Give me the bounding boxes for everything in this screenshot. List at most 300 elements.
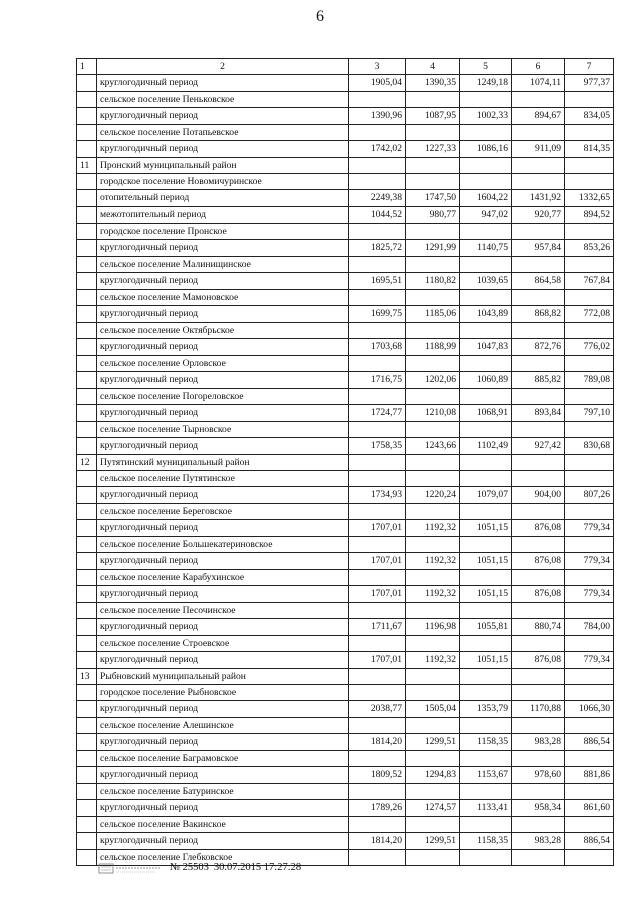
- tariff-value-cell: 1814,20: [349, 734, 406, 751]
- tariff-value-cell: 885,82: [512, 372, 565, 389]
- row-number-cell: [77, 389, 97, 405]
- tariff-value-cell: 1332,65: [565, 190, 614, 207]
- tariff-value-cell: [406, 751, 460, 767]
- tariff-value-cell: [460, 174, 512, 190]
- row-label-cell: сельское поселение Береговское: [97, 504, 349, 520]
- table-row: [77, 389, 614, 405]
- table-row: [77, 669, 614, 685]
- tariff-value-cell: 1814,20: [349, 833, 406, 850]
- document-registration-number: № 25503: [170, 861, 209, 873]
- row-number-cell: [77, 438, 97, 455]
- tariff-value-cell: [460, 537, 512, 553]
- header-cell: 1: [77, 59, 97, 75]
- tariff-value-cell: [460, 389, 512, 405]
- tariff-value-cell: 1353,79: [460, 701, 512, 718]
- tariff-value-cell: [460, 125, 512, 141]
- row-label-cell: сельское поселение Путятинское: [97, 471, 349, 487]
- tariff-value-cell: [565, 850, 614, 866]
- tariff-value-cell: 1196,98: [406, 619, 460, 636]
- tariff-value-cell: [406, 356, 460, 372]
- tariff-value-cell: 1742,02: [349, 141, 406, 158]
- tariff-value-cell: [565, 257, 614, 273]
- tariff-value-cell: 894,52: [565, 207, 614, 224]
- row-number-cell: [77, 207, 97, 224]
- row-label-cell: городское поселение Рыбновское: [97, 685, 349, 701]
- row-label-cell: круглогодичный период: [97, 701, 349, 718]
- tariff-value-cell: [349, 537, 406, 553]
- tariff-value-cell: 853,26: [565, 240, 614, 257]
- tariff-value-cell: [406, 471, 460, 487]
- tariff-value-cell: [512, 685, 565, 701]
- tariff-value-cell: 1047,83: [460, 339, 512, 356]
- tariff-value-cell: 881,86: [565, 767, 614, 784]
- tariff-value-cell: 1390,35: [406, 75, 460, 92]
- tariff-value-cell: [512, 570, 565, 586]
- tariff-value-cell: 1087,95: [406, 108, 460, 125]
- row-label-cell: круглогодичный период: [97, 141, 349, 158]
- tariff-value-cell: [460, 603, 512, 619]
- row-number-cell: [77, 800, 97, 817]
- table-row: [77, 141, 614, 158]
- row-label-cell: круглогодичный период: [97, 652, 349, 669]
- row-label-cell: круглогодичный период: [97, 306, 349, 323]
- row-number-cell: [77, 141, 97, 158]
- tariff-value-cell: [512, 784, 565, 800]
- row-label-cell: сельское поселение Батуринское: [97, 784, 349, 800]
- row-number-cell: [77, 718, 97, 734]
- tariff-value-cell: 1724,77: [349, 405, 406, 422]
- tariff-value-cell: [565, 323, 614, 339]
- tariff-value-cell: [349, 92, 406, 108]
- table-row: [77, 784, 614, 800]
- row-label-cell: сельское поселение Октябрьское: [97, 323, 349, 339]
- row-label-cell: сельское поселение Баграмовское: [97, 751, 349, 767]
- row-label-cell: круглогодичный период: [97, 372, 349, 389]
- row-number-cell: [77, 603, 97, 619]
- row-label-cell: сельское поселение Песочинское: [97, 603, 349, 619]
- row-label-cell: сельское поселение Карабухинское: [97, 570, 349, 586]
- tariff-value-cell: [349, 504, 406, 520]
- table-row: [77, 257, 614, 273]
- row-number-cell: [77, 767, 97, 784]
- tariff-value-cell: 1133,41: [460, 800, 512, 817]
- tariff-value-cell: [512, 92, 565, 108]
- row-label-cell: круглогодичный период: [97, 487, 349, 504]
- tariff-value-cell: 920,77: [512, 207, 565, 224]
- tariff-value-cell: [460, 504, 512, 520]
- table-row: [77, 487, 614, 504]
- page-number: 6: [316, 8, 324, 25]
- row-label-cell: круглогодичный период: [97, 75, 349, 92]
- tariff-value-cell: 978,60: [512, 767, 565, 784]
- table-row: [77, 339, 614, 356]
- row-label-cell: круглогодичный период: [97, 800, 349, 817]
- tariff-value-cell: [565, 174, 614, 190]
- tariff-value-cell: [349, 471, 406, 487]
- row-number-cell: [77, 75, 97, 92]
- row-label-cell: сельское поселение Алешинское: [97, 718, 349, 734]
- tariff-value-cell: [349, 174, 406, 190]
- row-number-cell: [77, 224, 97, 240]
- tariff-value-cell: 797,10: [565, 405, 614, 422]
- row-label-cell: сельское поселение Погореловское: [97, 389, 349, 405]
- tariff-value-cell: 1051,15: [460, 586, 512, 603]
- row-number-cell: [77, 784, 97, 800]
- header-cell: 4: [406, 59, 460, 75]
- table-row: [77, 290, 614, 306]
- row-number-cell: [77, 619, 97, 636]
- tariff-value-cell: 876,08: [512, 652, 565, 669]
- tariff-value-cell: [406, 257, 460, 273]
- tariff-value-cell: [406, 850, 460, 866]
- tariff-value-cell: [406, 636, 460, 652]
- tariff-value-cell: 1158,35: [460, 833, 512, 850]
- tariff-value-cell: [349, 290, 406, 306]
- tariff-value-cell: 1220,24: [406, 487, 460, 504]
- tariff-value-cell: [349, 784, 406, 800]
- table-row: [77, 833, 614, 850]
- tariff-value-cell: 980,77: [406, 207, 460, 224]
- tariff-value-cell: 1294,83: [406, 767, 460, 784]
- tariff-value-cell: 893,84: [512, 405, 565, 422]
- row-number-cell: [77, 586, 97, 603]
- table-row: [77, 224, 614, 240]
- tariff-value-cell: 1789,26: [349, 800, 406, 817]
- row-number-cell: [77, 190, 97, 207]
- row-number-cell: 12: [77, 455, 97, 471]
- tariff-value-cell: 1604,22: [460, 190, 512, 207]
- tariff-value-cell: 1249,18: [460, 75, 512, 92]
- tariff-value-cell: 1227,33: [406, 141, 460, 158]
- row-label-cell: отопительный период: [97, 190, 349, 207]
- tariff-value-cell: [349, 685, 406, 701]
- table-row: [77, 685, 614, 701]
- table-row: [77, 174, 614, 190]
- tariff-value-cell: 1707,01: [349, 586, 406, 603]
- tariff-value-cell: 772,08: [565, 306, 614, 323]
- row-label-cell: круглогодичный период: [97, 405, 349, 422]
- tariff-value-cell: [565, 784, 614, 800]
- tariff-value-cell: [349, 422, 406, 438]
- row-label-cell: круглогодичный период: [97, 619, 349, 636]
- tariff-value-cell: [406, 537, 460, 553]
- tariff-value-cell: 1825,72: [349, 240, 406, 257]
- tariff-value-cell: 1044,52: [349, 207, 406, 224]
- tariff-value-cell: 1905,04: [349, 75, 406, 92]
- tariff-value-cell: [565, 455, 614, 471]
- row-number-cell: [77, 290, 97, 306]
- tariff-value-cell: [512, 290, 565, 306]
- row-number-cell: [77, 833, 97, 850]
- tariff-value-cell: 779,34: [565, 652, 614, 669]
- table-row: [77, 619, 614, 636]
- tariff-value-cell: [460, 356, 512, 372]
- tariff-value-cell: [406, 685, 460, 701]
- tariff-value-cell: [460, 636, 512, 652]
- row-label-cell: Путятинский муниципальный район: [97, 455, 349, 471]
- tariff-value-cell: 1192,32: [406, 652, 460, 669]
- tariff-value-cell: [349, 718, 406, 734]
- table-row: [77, 751, 614, 767]
- tariff-value-cell: [565, 471, 614, 487]
- tariff-value-cell: [512, 603, 565, 619]
- row-number-cell: [77, 751, 97, 767]
- tariff-value-cell: [512, 224, 565, 240]
- tariff-value-cell: [460, 455, 512, 471]
- tariff-value-cell: [565, 570, 614, 586]
- row-label-cell: сельское поселение Мамоновское: [97, 290, 349, 306]
- tariff-value-cell: [565, 718, 614, 734]
- tariff-value-cell: [406, 224, 460, 240]
- row-number-cell: [77, 850, 97, 866]
- tariff-value-cell: [565, 356, 614, 372]
- tariff-value-cell: 880,74: [512, 619, 565, 636]
- tariff-value-cell: [460, 784, 512, 800]
- tariff-value-cell: 911,09: [512, 141, 565, 158]
- tariff-value-cell: 779,34: [565, 553, 614, 570]
- tariff-value-cell: [512, 158, 565, 174]
- tariff-value-cell: 779,34: [565, 586, 614, 603]
- tariff-value-cell: [349, 850, 406, 866]
- tariff-value-cell: 1711,67: [349, 619, 406, 636]
- tariff-value-cell: [512, 718, 565, 734]
- tariff-value-cell: 779,34: [565, 520, 614, 537]
- tariff-value-cell: 1716,75: [349, 372, 406, 389]
- tariff-value-cell: [565, 817, 614, 833]
- tariff-value-cell: [460, 158, 512, 174]
- tariff-value-cell: [349, 158, 406, 174]
- tariff-value-cell: [565, 685, 614, 701]
- tariff-value-cell: [565, 92, 614, 108]
- tariff-value-cell: [406, 290, 460, 306]
- tariff-value-cell: 1079,07: [460, 487, 512, 504]
- row-number-cell: [77, 125, 97, 141]
- table-row: [77, 701, 614, 718]
- row-number-cell: [77, 701, 97, 718]
- tariff-value-cell: [565, 389, 614, 405]
- tariff-value-cell: 830,68: [565, 438, 614, 455]
- tariff-value-cell: [349, 817, 406, 833]
- tariff-value-cell: 1140,75: [460, 240, 512, 257]
- tariff-table: [76, 58, 614, 866]
- tariff-value-cell: 1299,51: [406, 734, 460, 751]
- tariff-value-cell: [565, 224, 614, 240]
- tariff-value-cell: [349, 455, 406, 471]
- table-row: [77, 767, 614, 784]
- tariff-value-cell: [512, 257, 565, 273]
- row-number-cell: [77, 422, 97, 438]
- tariff-value-cell: [406, 422, 460, 438]
- tariff-value-cell: 876,08: [512, 586, 565, 603]
- tariff-value-cell: 1068,91: [460, 405, 512, 422]
- table-row: [77, 455, 614, 471]
- tariff-value-cell: 983,28: [512, 833, 565, 850]
- tariff-value-cell: [565, 751, 614, 767]
- tariff-value-cell: [512, 669, 565, 685]
- tariff-value-cell: 1695,51: [349, 273, 406, 290]
- table-row: [77, 553, 614, 570]
- tariff-value-cell: [565, 290, 614, 306]
- tariff-value-cell: 886,54: [565, 734, 614, 751]
- tariff-value-cell: 1158,35: [460, 734, 512, 751]
- row-label-cell: сельское поселение Потапьевское: [97, 125, 349, 141]
- tariff-value-cell: 1051,15: [460, 553, 512, 570]
- tariff-value-cell: [406, 817, 460, 833]
- tariff-value-cell: [406, 784, 460, 800]
- header-cell: 7: [565, 59, 614, 75]
- row-label-cell: сельское поселение Малинищинское: [97, 257, 349, 273]
- row-label-cell: круглогодичный период: [97, 273, 349, 290]
- header-cell: 2: [97, 59, 349, 75]
- tariff-value-cell: 814,35: [565, 141, 614, 158]
- header-cell: 6: [512, 59, 565, 75]
- row-number-cell: [77, 487, 97, 504]
- row-number-cell: [77, 817, 97, 833]
- table-row: [77, 190, 614, 207]
- tariff-value-cell: [460, 224, 512, 240]
- tariff-value-cell: 1192,32: [406, 553, 460, 570]
- tariff-value-cell: 1291,99: [406, 240, 460, 257]
- row-label-cell: городское поселение Новомичуринское: [97, 174, 349, 190]
- table-row: [77, 323, 614, 339]
- row-number-cell: [77, 734, 97, 751]
- row-number-cell: [77, 306, 97, 323]
- row-number-cell: 13: [77, 669, 97, 685]
- tariff-value-cell: 1707,01: [349, 553, 406, 570]
- tariff-value-cell: [460, 323, 512, 339]
- tariff-value-cell: 1747,50: [406, 190, 460, 207]
- registration-footer: [98, 856, 301, 878]
- tariff-value-cell: [349, 224, 406, 240]
- row-number-cell: 11: [77, 158, 97, 174]
- tariff-value-cell: 1734,93: [349, 487, 406, 504]
- tariff-value-cell: [406, 389, 460, 405]
- tariff-value-cell: [512, 455, 565, 471]
- tariff-value-cell: [349, 125, 406, 141]
- tariff-value-cell: [460, 422, 512, 438]
- row-number-cell: [77, 685, 97, 701]
- tariff-value-cell: 983,28: [512, 734, 565, 751]
- table-row: [77, 422, 614, 438]
- table-row: [77, 471, 614, 487]
- tariff-value-cell: 927,42: [512, 438, 565, 455]
- row-label-cell: Рыбновский муниципальный район: [97, 669, 349, 685]
- tariff-value-cell: 958,34: [512, 800, 565, 817]
- row-label-cell: сельское поселение Пеньковское: [97, 92, 349, 108]
- tariff-value-cell: 776,02: [565, 339, 614, 356]
- tariff-value-cell: [565, 422, 614, 438]
- tariff-value-cell: 1066,30: [565, 701, 614, 718]
- tariff-value-cell: 1102,49: [460, 438, 512, 455]
- tariff-value-cell: 1051,15: [460, 652, 512, 669]
- table-row: [77, 273, 614, 290]
- table-row: [77, 240, 614, 257]
- tariff-value-cell: 1699,75: [349, 306, 406, 323]
- row-number-cell: [77, 553, 97, 570]
- table-row: [77, 356, 614, 372]
- tariff-value-cell: [460, 669, 512, 685]
- table-row: [77, 570, 614, 586]
- tariff-value-cell: 1051,15: [460, 520, 512, 537]
- row-label-cell: круглогодичный период: [97, 586, 349, 603]
- table-row: [77, 734, 614, 751]
- tariff-value-cell: 767,84: [565, 273, 614, 290]
- table-row: [77, 207, 614, 224]
- registration-stamp-icon: [98, 858, 164, 876]
- tariff-value-cell: [460, 290, 512, 306]
- registration-timestamp: 30.07.2015 17:27:28: [213, 861, 302, 873]
- table-row: [77, 158, 614, 174]
- tariff-value-cell: [406, 125, 460, 141]
- tariff-value-cell: 834,05: [565, 108, 614, 125]
- tariff-value-cell: [565, 636, 614, 652]
- tariff-value-cell: [406, 158, 460, 174]
- table-row: [77, 306, 614, 323]
- table-row: [77, 586, 614, 603]
- row-number-cell: [77, 652, 97, 669]
- tariff-value-cell: 876,08: [512, 553, 565, 570]
- tariff-value-cell: [460, 850, 512, 866]
- tariff-value-cell: [460, 471, 512, 487]
- tariff-value-cell: 1431,92: [512, 190, 565, 207]
- row-label-cell: круглогодичный период: [97, 438, 349, 455]
- tariff-value-cell: 789,08: [565, 372, 614, 389]
- row-number-cell: [77, 356, 97, 372]
- row-label-cell: круглогодичный период: [97, 767, 349, 784]
- tariff-value-cell: 1039,65: [460, 273, 512, 290]
- table-row: [77, 652, 614, 669]
- tariff-value-cell: [512, 850, 565, 866]
- tariff-value-cell: 904,00: [512, 487, 565, 504]
- row-label-cell: круглогодичный период: [97, 833, 349, 850]
- tariff-value-cell: 876,08: [512, 520, 565, 537]
- row-label-cell: городское поселение Пронское: [97, 224, 349, 240]
- tariff-value-cell: 1055,81: [460, 619, 512, 636]
- row-number-cell: [77, 471, 97, 487]
- tariff-value-cell: [460, 718, 512, 734]
- tariff-value-cell: [512, 537, 565, 553]
- tariff-value-cell: [460, 685, 512, 701]
- tariff-value-cell: 2249,38: [349, 190, 406, 207]
- row-number-cell: [77, 570, 97, 586]
- tariff-value-cell: [512, 817, 565, 833]
- row-label-cell: круглогодичный период: [97, 240, 349, 257]
- table-row: [77, 125, 614, 141]
- row-number-cell: [77, 92, 97, 108]
- tariff-value-cell: [349, 257, 406, 273]
- tariff-value-cell: [406, 718, 460, 734]
- tariff-value-cell: [349, 323, 406, 339]
- header-cell: 5: [460, 59, 512, 75]
- tariff-value-cell: [460, 257, 512, 273]
- row-number-cell: [77, 372, 97, 389]
- tariff-value-cell: 1202,06: [406, 372, 460, 389]
- tariff-value-cell: [512, 422, 565, 438]
- row-number-cell: [77, 520, 97, 537]
- tariff-value-cell: [512, 323, 565, 339]
- tariff-value-cell: [512, 636, 565, 652]
- tariff-value-cell: 784,00: [565, 619, 614, 636]
- row-label-cell: круглогодичный период: [97, 520, 349, 537]
- tariff-value-cell: [406, 504, 460, 520]
- tariff-value-cell: [349, 603, 406, 619]
- tariff-value-cell: 1274,57: [406, 800, 460, 817]
- tariff-value-cell: [512, 356, 565, 372]
- row-label-cell: круглогодичный период: [97, 553, 349, 570]
- tariff-value-cell: [460, 817, 512, 833]
- tariff-value-cell: [406, 455, 460, 471]
- tariff-value-cell: [565, 158, 614, 174]
